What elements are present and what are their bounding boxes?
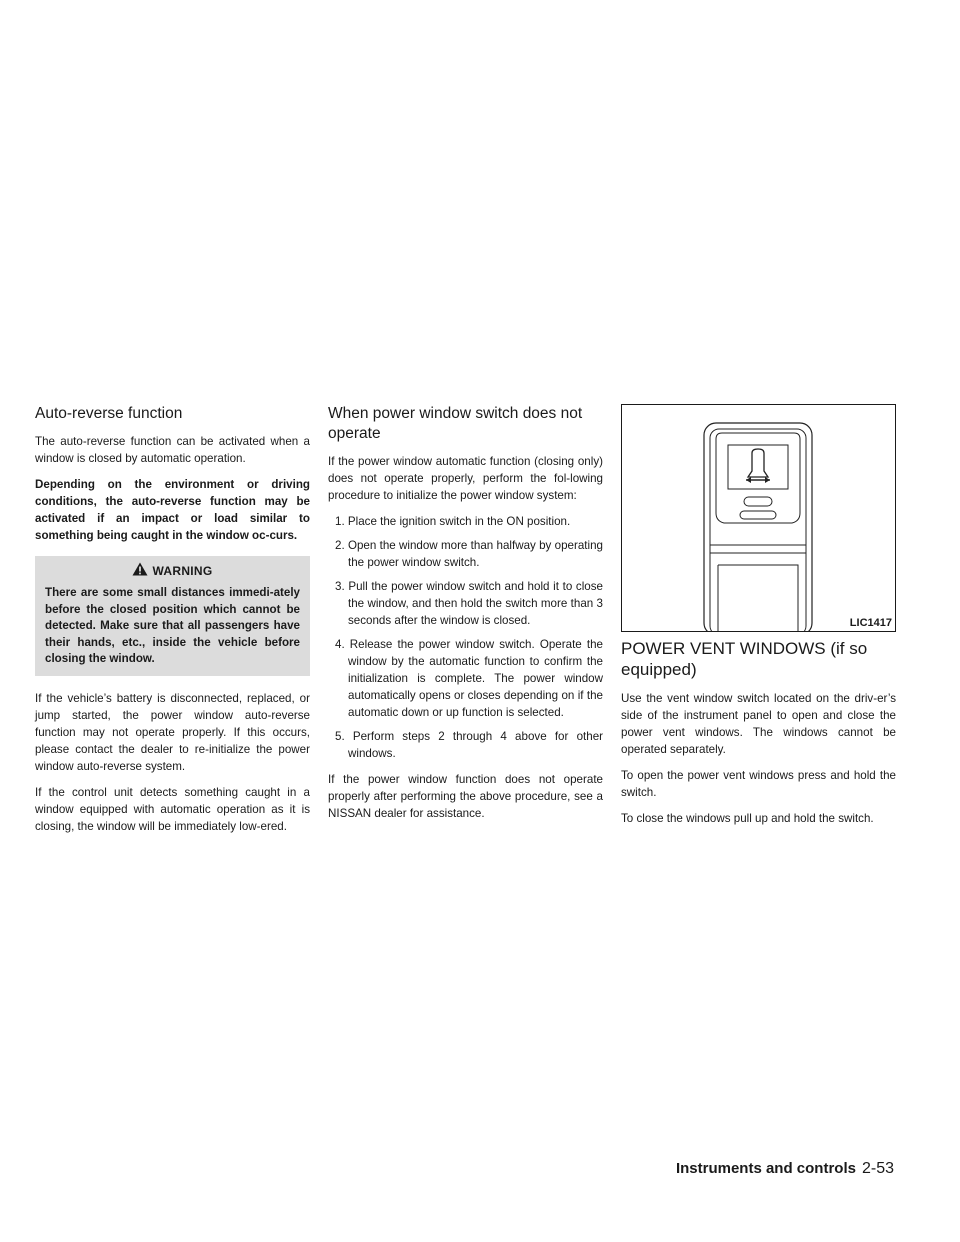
paragraph: To open the power vent windows press and hold the switch. xyxy=(621,769,896,799)
paragraph: If the power window function does not operate properly after performing the above procedure, see a NISSAN dealer for assistance. xyxy=(328,773,603,820)
warning-icon xyxy=(132,562,148,579)
step-item: 1. Place the ignition switch in the ON position. xyxy=(335,515,571,528)
column-window-switch xyxy=(328,404,603,831)
step-item: 4. Release the power window switch. Operate the window by the automatic function to confirm the initialization is complete. The power window automatically opens or closes depending on if the automatic down or up function is selected. xyxy=(335,638,603,719)
warning-title: WARNING xyxy=(152,563,213,578)
paragraph: If the power window automatic function (closing only) does not operate properly, perform the fol-lowing procedure to initialize the power window system: xyxy=(328,455,603,502)
heading-window-switch: When power window switch does not operate xyxy=(328,405,583,442)
paragraph: Use the vent window switch located on the driv-er’s side of the instrument panel to open and close the power vent windows. The windows cannot be operated separately. xyxy=(621,692,896,756)
heading-vent-windows: POWER VENT WINDOWS (if so equipped) xyxy=(621,639,868,679)
warning-text: There are some small distances immedi-ately before the closed position which cannot be detected. Make sure that all passengers have their hands, etc., inside the vehicle before closing the window. xyxy=(45,586,300,665)
warning-header xyxy=(45,562,300,579)
paragraph: If the vehicle’s battery is disconnected, replaced, or jump started, the power window auto-reverse function may not operate properly. If this occurs, please contact the dealer to re-initialize the power window auto-reverse system. xyxy=(35,691,310,773)
page-footer xyxy=(676,1160,894,1178)
paragraph: To close the windows pull up and hold the switch. xyxy=(621,812,874,825)
step-item: 2. Open the window more than halfway by operating the power window switch. xyxy=(335,539,603,569)
page-number: 2-53 xyxy=(861,1160,894,1177)
bold-paragraph: Depending on the environment or driving conditions, the auto-reverse function may be activated if an impact or load similar to something being caught in the window oc-curs. xyxy=(35,478,310,542)
column-vent-windows xyxy=(621,404,896,836)
heading-auto-reverse: Auto-reverse function xyxy=(35,405,183,422)
vent-switch-figure xyxy=(621,404,896,632)
footer-section: Instruments and controls xyxy=(675,1160,856,1177)
step-item: 3. Pull the power window switch and hold it to close the window, and then hold the switch more than 3 seconds after the window is closed. xyxy=(335,580,603,627)
step-item: 5. Perform steps 2 through 4 above for other windows. xyxy=(335,730,603,760)
vent-switch-illustration xyxy=(622,405,895,631)
column-auto-reverse xyxy=(35,404,310,844)
procedure-steps xyxy=(328,513,603,762)
paragraph: If the control unit detects something caught in a window equipped with automatic operation as it is closing, the window will be immediately low-ered. xyxy=(35,785,310,833)
figure-label: LIC1417 xyxy=(849,617,892,629)
warning-box xyxy=(35,556,310,676)
paragraph: The auto-reverse function can be activated when a window is closed by automatic operation. xyxy=(35,435,310,465)
